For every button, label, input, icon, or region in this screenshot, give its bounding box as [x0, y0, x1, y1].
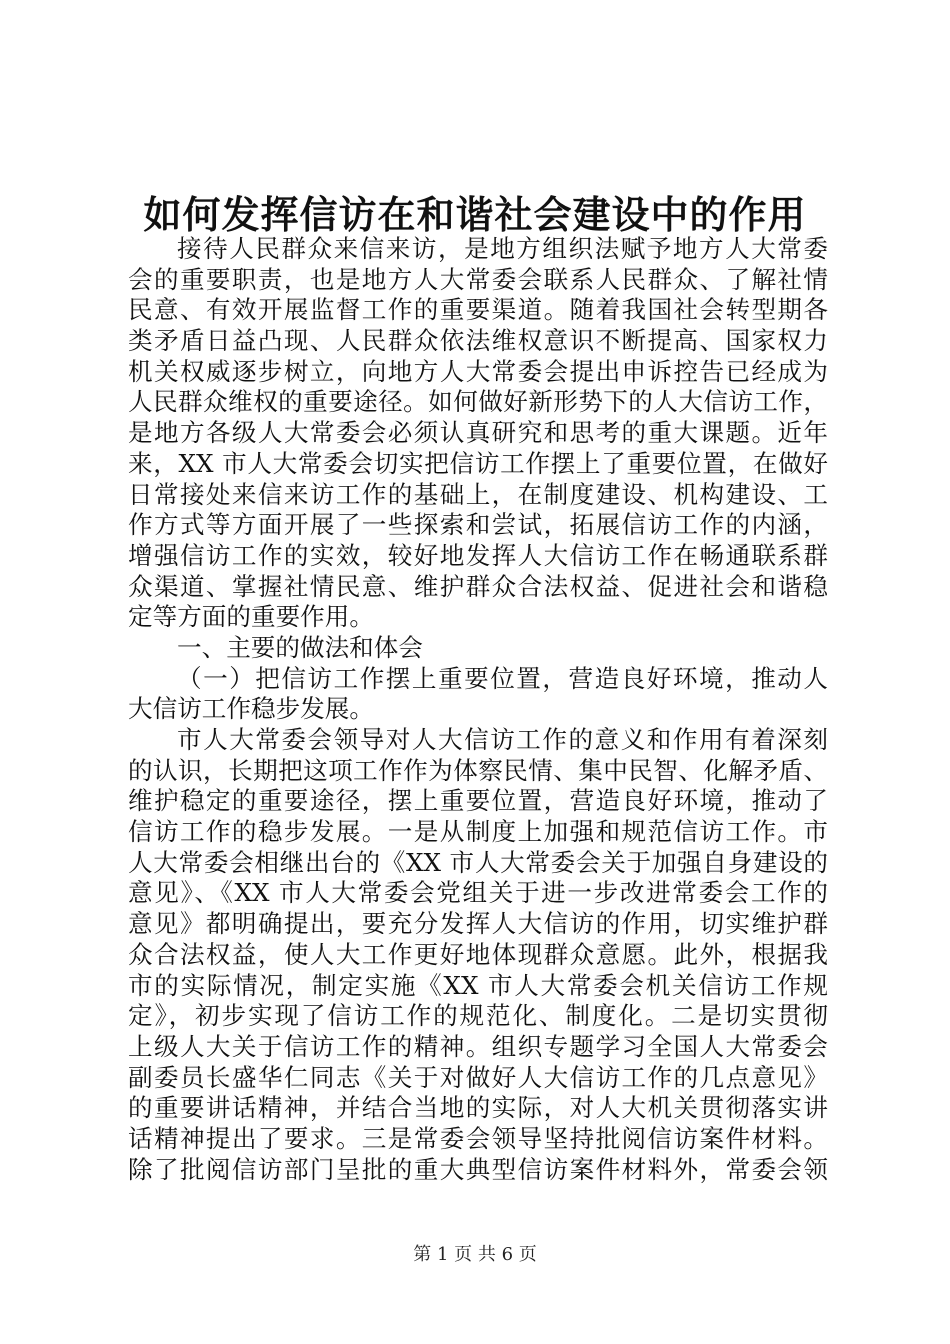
text-line: 副委员长盛华仁同志《关于对做好人大信访工作的几点意见》	[128, 1062, 828, 1092]
text-line: 是地方各级人大常委会必须认真研究和思考的重大课题。近年	[128, 418, 828, 448]
text-line: 话精神提出了要求。三是常委会领导坚持批阅信访案件材料。	[128, 1123, 828, 1153]
text-line: 人民群众维权的重要途径。如何做好新形势下的人大信访工作，	[128, 387, 828, 417]
text-line: 众渠道、掌握社情民意、维护群众合法权益、促进社会和谐稳	[128, 571, 828, 601]
text-line: 人大常委会相继出台的《XX 市人大常委会关于加强自身建设的	[128, 847, 828, 877]
text-line: 上级人大关于信访工作的精神。组织专题学习全国人大常委会	[128, 1031, 828, 1061]
text-line: 日常接处来信来访工作的基础上，在制度建设、机构建设、工	[128, 479, 828, 509]
document-body	[128, 234, 828, 1185]
text-line: 市的实际情况，制定实施《XX 市人大常委会机关信访工作规	[128, 970, 828, 1000]
text-line: 信访工作的稳步发展。一是从制度上加强和规范信访工作。市	[128, 817, 828, 847]
text-line: 接待人民群众来信来访，是地方组织法赋予地方人大常委	[177, 234, 828, 263]
text-line: 众合法权益，使人大工作更好地体现群众意愿。此外，根据我	[128, 939, 828, 969]
text-line: 维护稳定的重要途径，摆上重要位置，营造良好环境，推动了	[128, 786, 828, 816]
text-line: （一）把信访工作摆上重要位置，营造良好环境，推动人	[177, 663, 828, 693]
text-line: 增强信访工作的实效，较好地发挥人大信访工作在畅通联系群	[128, 540, 828, 570]
text-line: 市人大常委会领导对人大信访工作的意义和作用有着深刻	[177, 725, 828, 754]
text-line: 民意、有效开展监督工作的重要渠道。随着我国社会转型期各	[128, 295, 828, 325]
text-line: 作方式等方面开展了一些探索和尝试，拓展信访工作的内涵，	[128, 510, 828, 540]
text-line: 定等方面的重要作用。	[128, 602, 374, 632]
text-line: 大信访工作稳步发展。	[128, 694, 374, 724]
text-line: 来，XX 市人大常委会切实把信访工作摆上了重要位置，在做好	[128, 448, 828, 478]
text-line: 的认识，长期把这项工作作为体察民情、集中民智、化解矛盾、	[128, 755, 828, 785]
text-line: 意见》都明确提出，要充分发挥人大信访的作用，切实维护群	[128, 909, 828, 939]
text-line: 类矛盾日益凸现、人民群众依法维权意识不断提高、国家权力	[128, 326, 828, 356]
text-line: 会的重要职责，也是地方人大常委会联系人民群众、了解社情	[128, 264, 828, 294]
text-line: 一、主要的做法和体会	[177, 632, 423, 662]
page-footer: 第 1 页 共 6 页	[413, 1244, 537, 1265]
document-title: 如何发挥信访在和谐社会建设中的作用	[143, 192, 807, 237]
text-line: 定》，初步实现了信访工作的规范化、制度化。二是切实贯彻	[128, 1001, 828, 1031]
text-line: 机关权威逐步树立，向地方人大常委会提出申诉控告已经成为	[128, 356, 828, 386]
text-line: 的重要讲话精神，并结合当地的实际，对人大机关贯彻落实讲	[128, 1093, 828, 1123]
text-line: 除了批阅信访部门呈批的重大典型信访案件材料外，常委会领	[128, 1154, 828, 1184]
text-line: 意见》、《XX 市人大常委会党组关于进一步改进常委会工作的	[128, 878, 828, 908]
